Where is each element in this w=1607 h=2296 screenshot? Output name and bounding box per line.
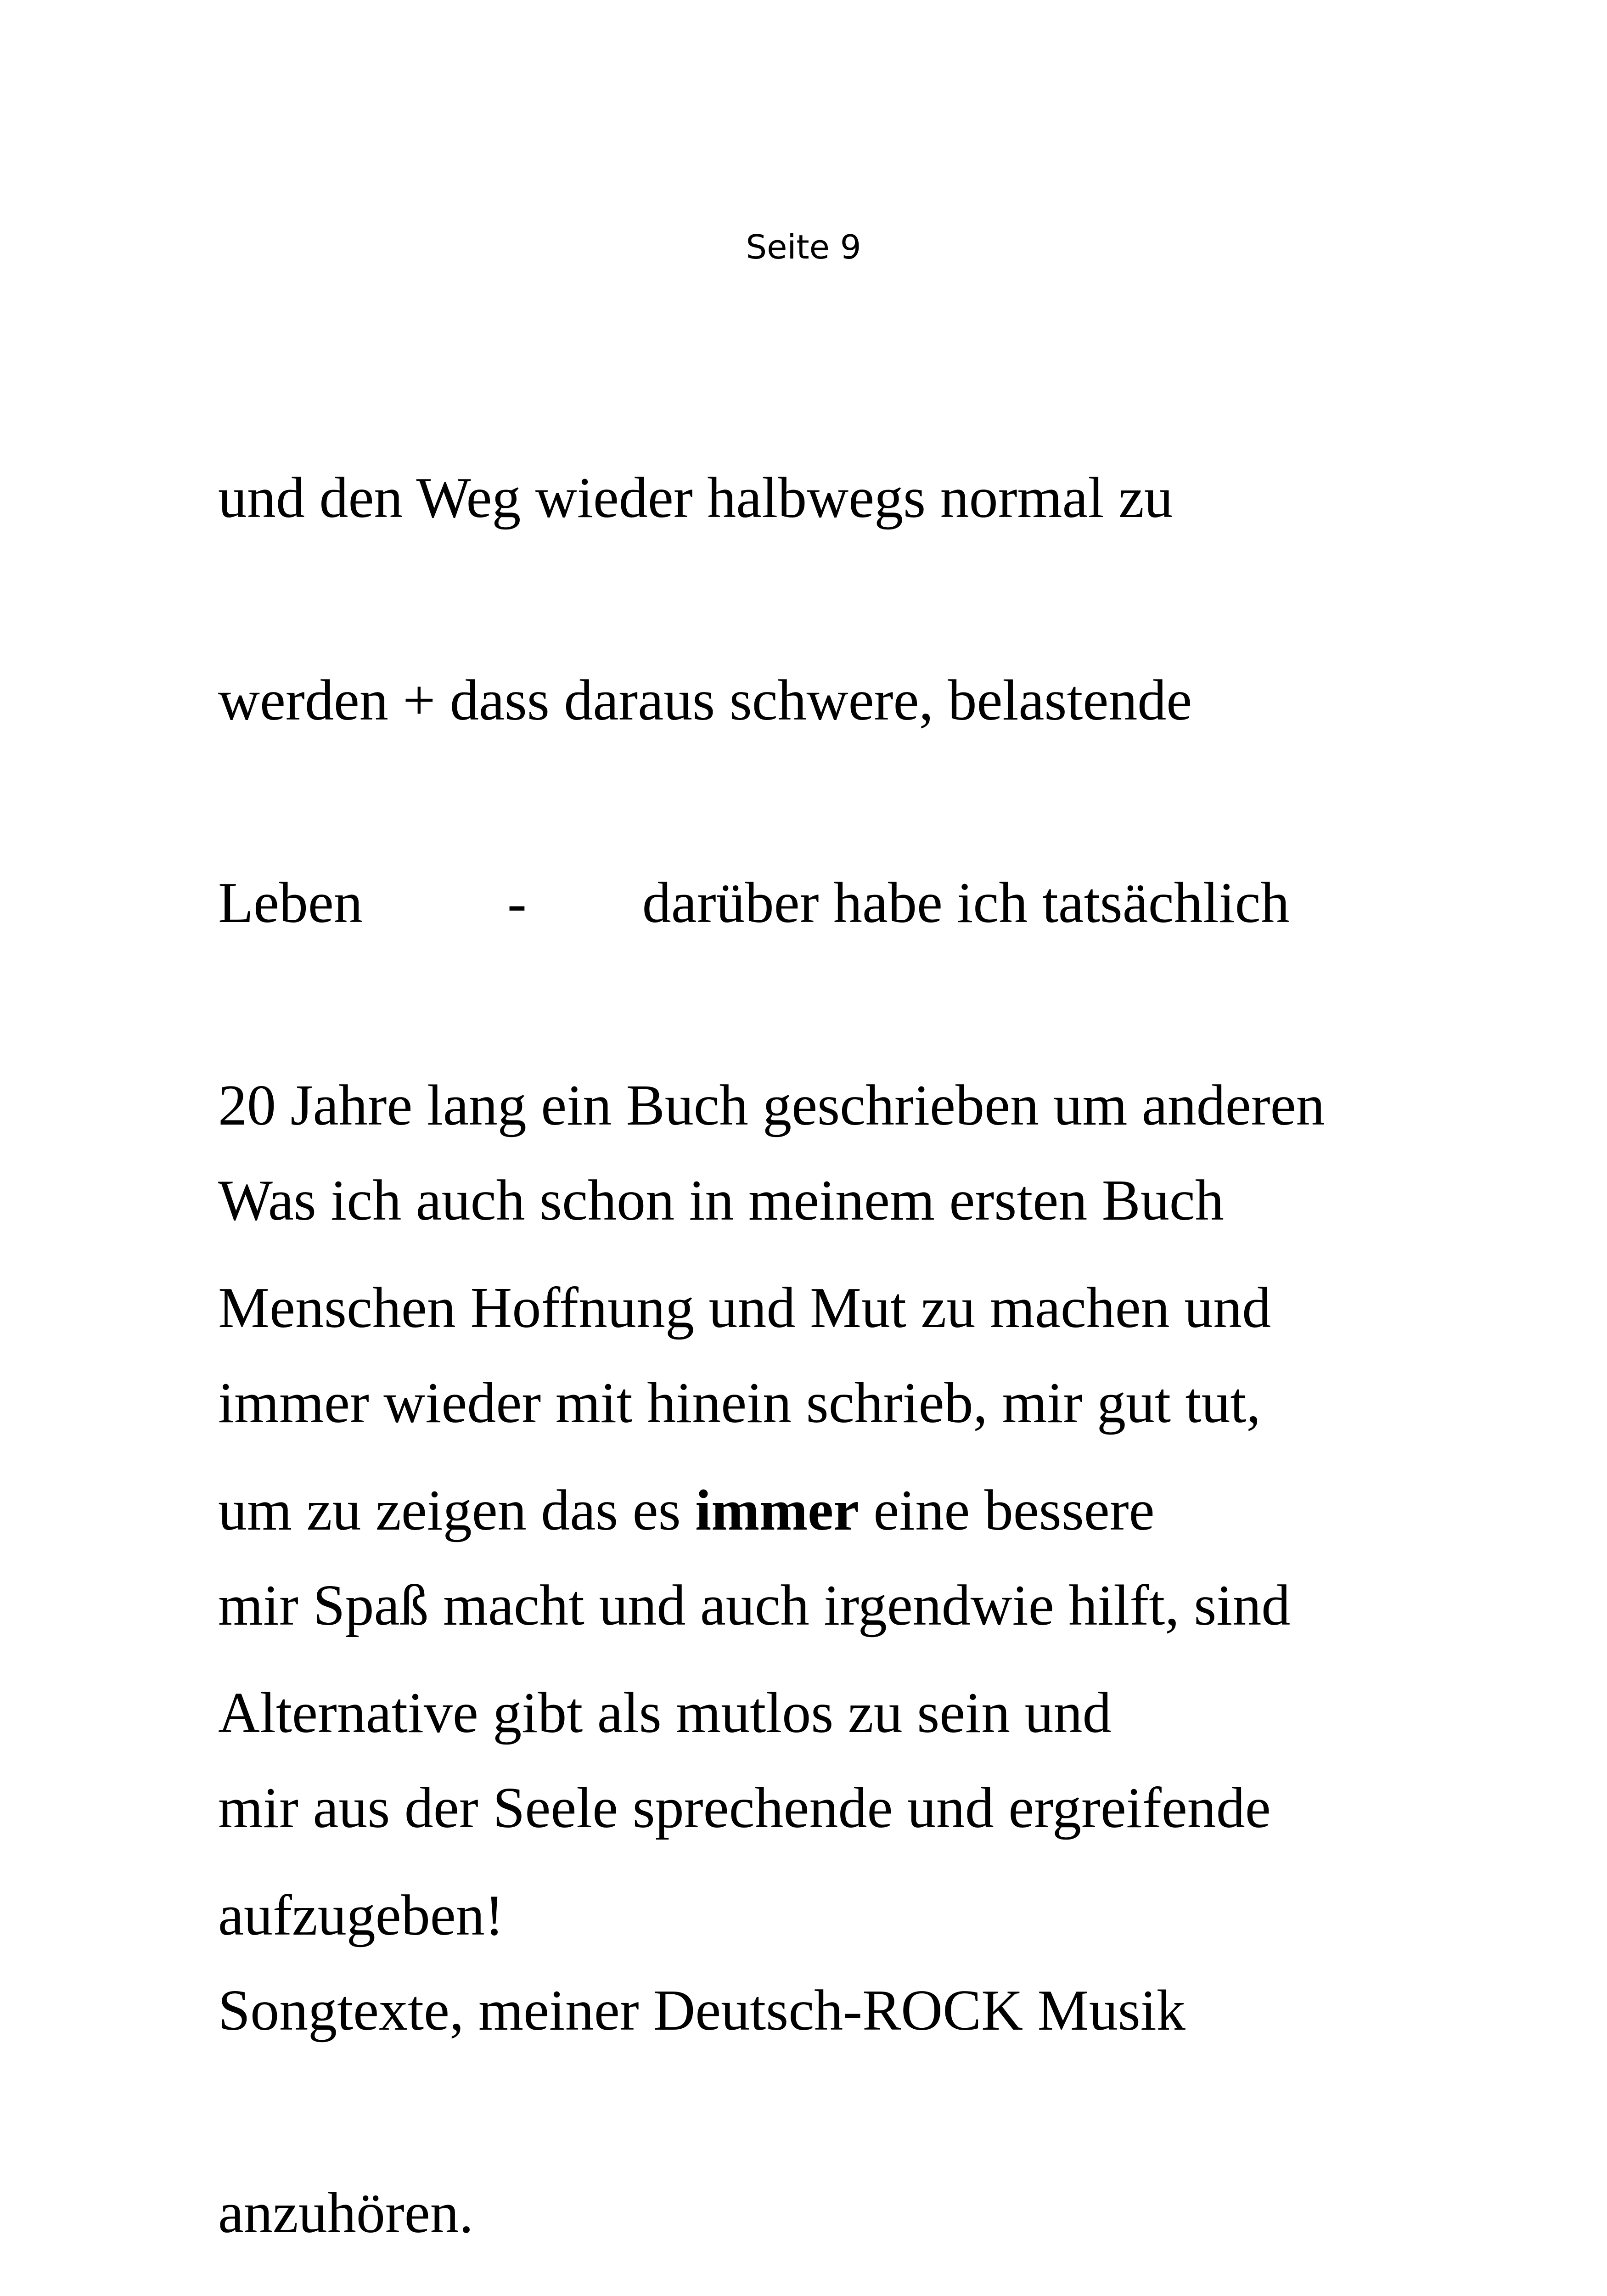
text-line: Menschen Hoffnung und Mut zu machen und bbox=[218, 1276, 1271, 1340]
text-line: Was ich auch schon in meinem ersten Buch bbox=[218, 1169, 1224, 1232]
paragraph-2 bbox=[218, 1033, 1550, 2296]
text-line: werden + dass daraus schwere, belastende bbox=[218, 669, 1192, 732]
text-line: 20 Jahre lang ein Buch geschrieben um anderen bbox=[218, 1074, 1325, 1137]
text-line: Leben - darüber habe ich tatsächlich bbox=[218, 871, 1290, 935]
text-line: aufzugeben! bbox=[218, 1884, 504, 1947]
page-number: Seite 9 bbox=[746, 228, 861, 266]
text-line: mir Spaß macht und auch irgendwie hilft, sind bbox=[218, 1574, 1291, 1638]
emphasized-word: immer bbox=[695, 1479, 859, 1542]
text-segment: eine bessere bbox=[859, 1479, 1155, 1542]
text-line: immer wieder mit hinein schrieb, mir gut tut, bbox=[218, 1371, 1261, 1435]
text-line: Songtexte, meiner Deutsch-ROCK Musik bbox=[218, 1979, 1186, 2043]
text-line: mir aus der Seele sprechende und ergreifende bbox=[218, 1776, 1271, 1840]
text-line: und den Weg wieder halbwegs normal zu bbox=[218, 466, 1173, 530]
text-segment: um zu zeigen das es bbox=[218, 1479, 696, 1542]
text-line: anzuhören. bbox=[218, 2181, 474, 2245]
text-line: Alternative gibt als mutlos zu sein und bbox=[218, 1681, 1112, 1745]
